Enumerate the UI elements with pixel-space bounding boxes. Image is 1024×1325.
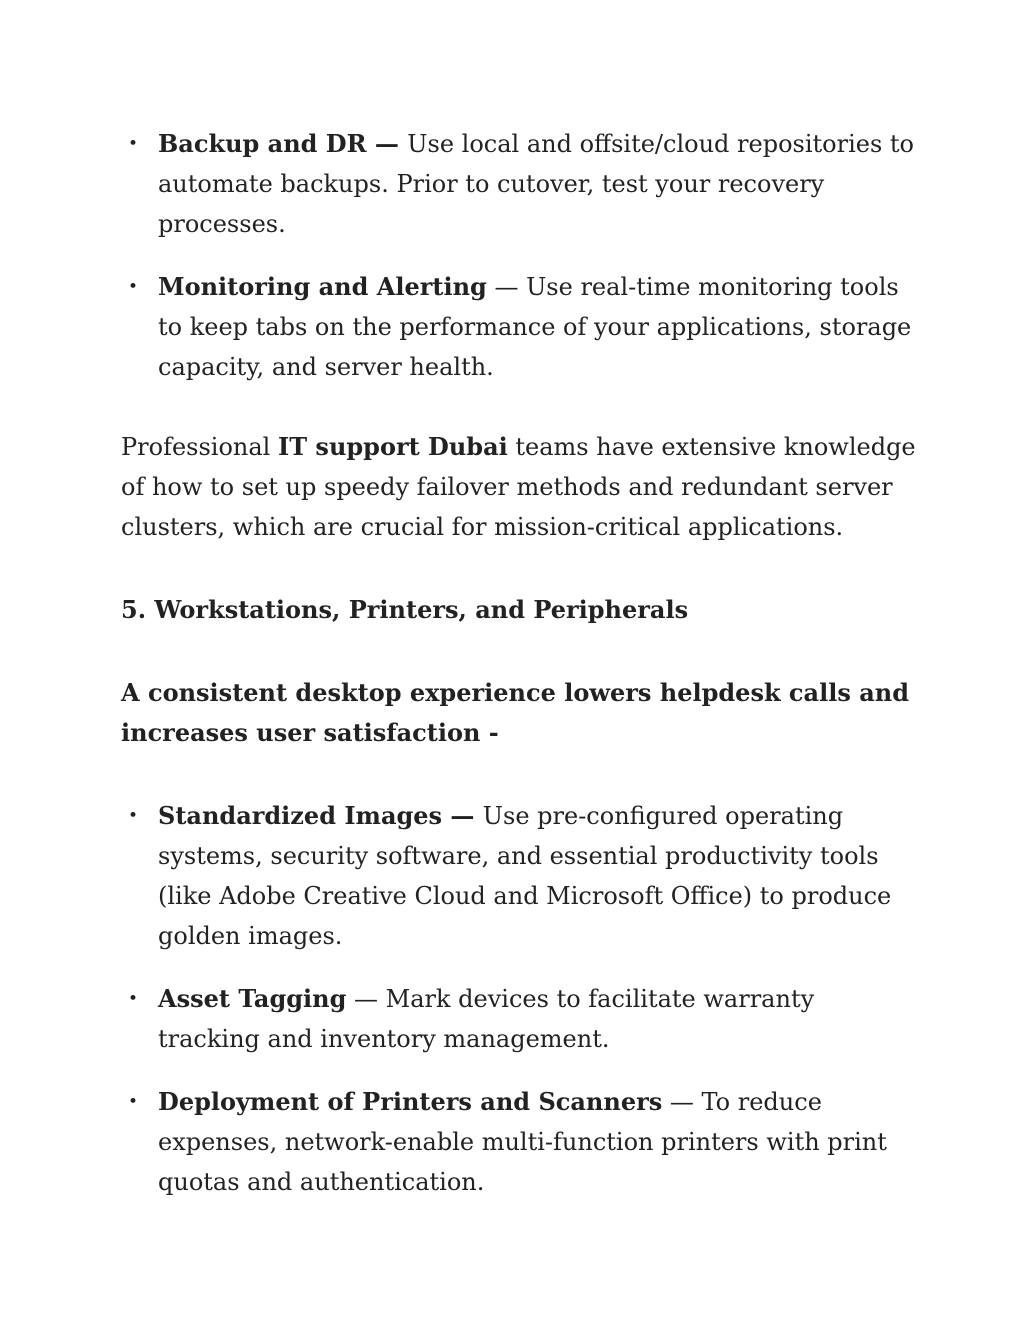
item-term: Monitoring and Alerting [158,272,487,301]
list-item [121,979,921,1059]
list-item [121,796,921,956]
item-separator: — [346,985,386,1013]
item-separator: — [442,801,483,830]
bullet-list-workstations [121,796,921,1202]
item-text: Use pre-configured operating systems, security software, and essential productivity tools (like Adobe Creative Cloud and Microsoft Office) to produce golden images. [158,802,892,950]
item-separator: — [662,1088,702,1116]
item-term: Asset Tagging [158,984,347,1013]
paragraph-after: teams have extensive knowledge of how to set up speedy failover methods and redundant server clusters, which are crucial for mission-critical applications. [121,433,916,541]
item-text: Use local and offsite/cloud repositories to automate backups. Prior to cutover, test your recovery processes. [158,130,914,238]
bullet-icon: • [128,806,139,826]
item-term: Standardized Images [158,801,443,830]
section-subheading: A consistent desktop experience lowers helpdesk calls and increases user satisfaction - [121,678,909,747]
bullet-icon: • [128,277,139,297]
list-item [121,267,921,387]
item-text: Mark devices to facilitate warranty tracking and inventory management. [158,985,815,1053]
item-term: Deployment of Printers and Scanners [158,1087,663,1116]
bullet-icon: • [128,1092,139,1112]
item-text: Use real-time monitoring tools to keep tabs on the performance of your applications, storage capacity, and server health. [158,273,912,381]
item-term: Backup and DR [158,129,367,158]
body-paragraph [121,427,921,547]
item-text: To reduce expenses, network-enable multi-function printers with print quotas and authentication. [158,1088,887,1196]
bullet-icon: • [128,989,139,1009]
bullet-icon: • [128,134,139,154]
item-separator: — [366,129,408,158]
paragraph-bold: IT support Dubai [277,432,508,461]
paragraph-before: Professional [121,433,278,461]
section-heading: 5. Workstations, Printers, and Peripherals [121,595,689,624]
bullet-list-backup-monitoring [121,124,921,387]
list-item [121,1082,921,1202]
list-item [121,124,921,244]
item-separator: — [486,273,527,301]
document-page [121,124,921,1225]
